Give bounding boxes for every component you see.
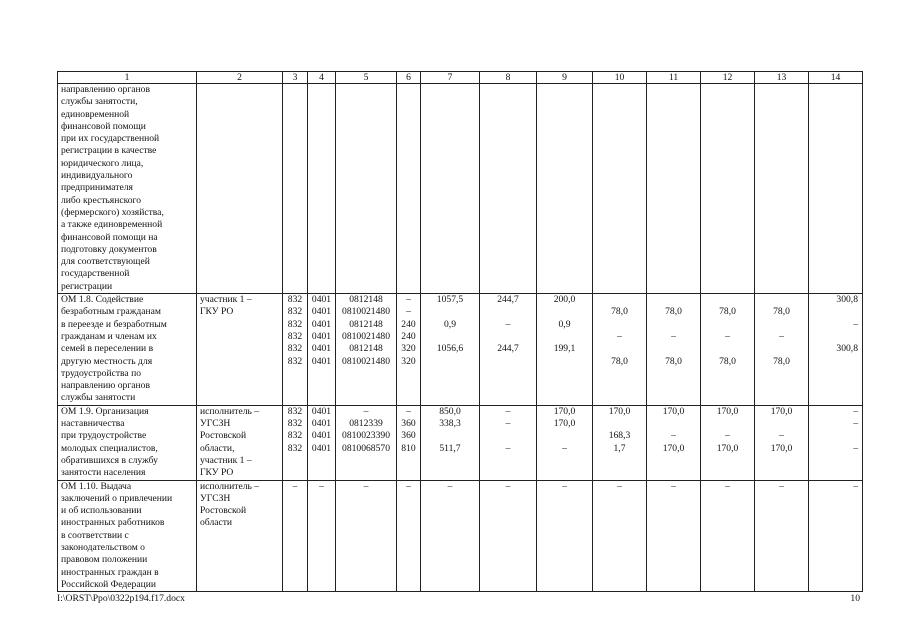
cell-line: 170,0	[553, 418, 576, 430]
cell-line: 360	[401, 430, 416, 442]
header-cell: 9	[537, 72, 593, 84]
cell-line: 1057,5	[436, 294, 464, 306]
cell-line: 832	[287, 318, 303, 330]
cell-line: Ростовской	[200, 505, 247, 517]
table-cell	[647, 480, 701, 592]
table-cell	[397, 84, 421, 294]
table-cell	[647, 84, 701, 294]
table-cell	[397, 480, 421, 592]
table-cell	[755, 84, 809, 294]
cell-line: –	[617, 330, 622, 342]
cell-line: –	[617, 480, 622, 492]
cell-line: области	[200, 517, 233, 529]
cell-line: –	[853, 405, 858, 417]
cell-line: 300,8	[836, 294, 858, 306]
cell-line: –	[406, 294, 411, 306]
table-cell	[480, 405, 537, 480]
cell-line: –	[671, 430, 676, 442]
cell-line: безработным гражданам	[61, 306, 161, 318]
cell-line: 200,0	[553, 294, 576, 306]
cell-line: –	[779, 480, 784, 492]
header-cell: 10	[593, 72, 647, 84]
cell-line: направлению органов	[61, 380, 150, 392]
cell-line	[422, 331, 478, 343]
header-cell: 11	[647, 72, 701, 84]
table-cell	[308, 405, 336, 480]
cell-line: 832	[287, 294, 303, 306]
cell-line: регистрации в качестве	[61, 145, 157, 157]
cell-line	[756, 418, 807, 430]
table-cell	[537, 405, 593, 480]
cell-line: –	[505, 318, 511, 330]
cell-line: –	[505, 405, 511, 417]
table-cell	[58, 84, 197, 294]
cell-line	[481, 356, 535, 368]
cell-line: обратившихся в службу	[61, 454, 158, 466]
cell-line: исполнитель –	[200, 480, 260, 492]
cell-line: –	[505, 418, 511, 430]
cell-line: 1056,6	[436, 343, 464, 355]
cell-line: 832	[287, 405, 303, 417]
cell-line: 0401	[311, 343, 332, 355]
table-cell	[336, 84, 397, 294]
cell-line: другую местность для	[61, 355, 153, 367]
cell-line: УГСЗН	[200, 492, 231, 504]
table-row	[58, 480, 863, 592]
cell-line: при трудоустройстве	[61, 430, 147, 442]
cell-line: единовременной	[61, 108, 130, 120]
header-cell: 8	[480, 72, 537, 84]
cell-line	[594, 319, 645, 331]
table-cell	[421, 405, 480, 480]
table-cell	[701, 480, 755, 592]
cell-line: семей в переселении в	[61, 343, 154, 355]
table-cell	[421, 84, 480, 294]
cell-line: 78,0	[719, 306, 736, 318]
cell-line: 0401	[311, 330, 332, 342]
cell-line: (фермерского) хозяйства,	[61, 206, 164, 218]
table-cell	[336, 405, 397, 480]
header-cell: 4	[308, 72, 336, 84]
cell-line	[422, 356, 478, 368]
cell-line: –	[505, 480, 511, 492]
table-row	[58, 84, 863, 294]
cell-line	[810, 306, 858, 318]
cell-line: 0401	[311, 418, 332, 430]
cell-line: –	[779, 430, 784, 442]
header-cell: 14	[809, 72, 863, 84]
cell-line: трудоустройства по	[61, 367, 142, 379]
cell-line: 170,0	[770, 405, 793, 417]
table-cell	[283, 405, 308, 480]
cell-line: 0401	[311, 306, 332, 318]
cell-line: 0,9	[558, 318, 571, 330]
table-cell	[58, 405, 197, 480]
cell-line: направлению органов	[61, 84, 150, 95]
header-cell: 12	[701, 72, 755, 84]
table-cell	[480, 84, 537, 294]
table-cell	[308, 294, 336, 406]
cell-line: 170,0	[662, 442, 685, 454]
table-cell	[283, 84, 308, 294]
cell-line: 0401	[311, 294, 332, 306]
cell-line: 850,0	[439, 405, 461, 417]
cell-line: 240	[401, 330, 416, 342]
table-cell	[755, 294, 809, 406]
table-cell	[480, 480, 537, 592]
table-cell	[537, 480, 593, 592]
cell-line: –	[853, 418, 858, 430]
table-cell	[809, 294, 863, 406]
table-cell	[421, 294, 480, 406]
table-cell	[809, 84, 863, 294]
cell-line: 170,0	[662, 405, 685, 417]
page-number: 10	[850, 593, 860, 604]
cell-line	[594, 343, 645, 355]
cell-line: –	[853, 442, 858, 454]
table-cell	[58, 294, 197, 406]
header-cell: 13	[755, 72, 809, 84]
table-cell	[397, 405, 421, 480]
cell-line: 170,0	[608, 405, 631, 417]
cell-line: 0812339	[349, 418, 383, 430]
cell-line: 244,7	[497, 343, 519, 355]
cell-line: индивидуального	[61, 170, 133, 182]
cell-line: 338,3	[439, 418, 461, 430]
cell-line: юридического лица,	[61, 157, 144, 169]
cell-line: иностранных работников	[61, 517, 165, 529]
cell-line: 0812148	[349, 343, 383, 355]
cell-line: –	[406, 480, 411, 492]
cell-line: службы занятости	[61, 392, 136, 404]
cell-line: финансовой помощи	[61, 120, 146, 132]
table-cell	[593, 84, 647, 294]
cell-line	[756, 343, 807, 355]
table-cell	[755, 480, 809, 592]
cell-line: –	[406, 306, 411, 318]
cell-line: 832	[287, 418, 303, 430]
header-cell: 7	[421, 72, 480, 84]
cell-line	[702, 294, 753, 306]
cell-line	[702, 319, 753, 331]
cell-line: –	[319, 480, 324, 492]
cell-line: для соответствующей	[61, 256, 150, 268]
cell-line: 1,7	[613, 442, 626, 454]
cell-line: 832	[287, 430, 303, 442]
cell-line	[756, 319, 807, 331]
table-cell	[58, 480, 197, 592]
cell-line: предпринимателя	[61, 182, 133, 194]
cell-line	[648, 294, 699, 306]
cell-line: 0810068570	[342, 442, 390, 454]
cell-line: 78,0	[665, 306, 682, 318]
cell-line: –	[853, 318, 858, 330]
cell-line	[648, 418, 699, 430]
cell-line: 0401	[311, 430, 332, 442]
cell-line: гражданам и членам их	[61, 330, 157, 342]
cell-line	[538, 306, 591, 318]
table-cell	[755, 405, 809, 480]
cell-line: –	[363, 480, 369, 492]
cell-line: 0401	[311, 355, 332, 367]
cell-line: 832	[287, 330, 303, 342]
cell-line	[481, 331, 535, 343]
table-cell	[308, 480, 336, 592]
cell-line: 78,0	[773, 306, 790, 318]
cell-line: –	[562, 480, 567, 492]
cell-line: –	[292, 480, 298, 492]
cell-line: –	[725, 330, 730, 342]
cell-line: –	[562, 442, 567, 454]
cell-line: 0401	[311, 442, 332, 454]
cell-line	[538, 356, 591, 368]
header-cell: 3	[283, 72, 308, 84]
cell-line	[481, 306, 535, 318]
cell-line: 511,7	[439, 442, 461, 454]
table-cell	[809, 405, 863, 480]
cell-line: 78,0	[611, 355, 628, 367]
cell-line: УГСЗН	[200, 418, 231, 430]
cell-line	[538, 331, 591, 343]
cell-line: а также единовременной	[61, 219, 163, 231]
cell-line: 832	[287, 306, 303, 318]
cell-line: 810	[401, 442, 416, 454]
cell-line: Ростовской	[200, 430, 247, 442]
cell-line: ОМ 1.10. Выдача	[61, 480, 132, 492]
table-cell	[701, 405, 755, 480]
table-cell	[421, 480, 480, 592]
cell-line: –	[505, 442, 511, 454]
cell-line: 170,0	[716, 405, 739, 417]
cell-line: области,	[200, 442, 235, 454]
cell-line: заключений о привлечении	[61, 492, 173, 504]
cell-line: участник 1 –	[200, 454, 252, 466]
table-cell	[701, 294, 755, 406]
table-row	[58, 405, 863, 480]
cell-line	[648, 343, 699, 355]
table-cell	[397, 294, 421, 406]
cell-line	[538, 430, 591, 442]
cell-line: правовом положении	[61, 554, 148, 566]
budget-table	[57, 71, 863, 592]
table-cell	[197, 294, 283, 406]
cell-line: либо крестьянского	[61, 194, 142, 206]
cell-line: 168,3	[608, 430, 631, 442]
cell-line	[594, 294, 645, 306]
cell-line: 0812148	[349, 318, 383, 330]
cell-line: –	[363, 405, 369, 417]
file-path: I:\ORST\Ppo\0322p194.f17.docx	[57, 593, 185, 604]
cell-line: в соответствии с	[61, 529, 129, 541]
cell-line: 0401	[311, 318, 332, 330]
cell-line: –	[447, 480, 453, 492]
cell-line	[810, 430, 858, 442]
table-row	[58, 294, 863, 406]
cell-line: участник 1 –	[200, 294, 252, 306]
cell-line: и об использовании	[61, 505, 142, 517]
cell-line	[648, 319, 699, 331]
table-cell	[593, 480, 647, 592]
header-cell: 1	[58, 72, 197, 84]
cell-line: ГКУ РО	[200, 467, 234, 479]
cell-line: 244,7	[497, 294, 519, 306]
cell-line: 0810021480	[342, 306, 390, 318]
table-cell	[283, 480, 308, 592]
cell-line	[810, 356, 858, 368]
cell-line: 0401	[311, 405, 332, 417]
cell-line: –	[671, 480, 676, 492]
cell-line: государственной	[61, 268, 130, 280]
table-cell	[647, 405, 701, 480]
cell-line	[756, 294, 807, 306]
table-cell	[308, 84, 336, 294]
cell-line: 170,0	[770, 442, 793, 454]
column-number-header	[58, 72, 863, 84]
cell-line: ГКУ РО	[200, 306, 234, 318]
cell-line: 832	[287, 442, 303, 454]
cell-line: при их государственной	[61, 133, 160, 145]
header-cell: 5	[336, 72, 397, 84]
cell-line: 0810021480	[342, 355, 390, 367]
cell-line: –	[853, 480, 858, 492]
cell-line: 240	[401, 318, 416, 330]
table-cell	[336, 294, 397, 406]
table-cell	[647, 294, 701, 406]
cell-line: молодых специалистов,	[61, 442, 158, 454]
cell-line	[481, 430, 535, 442]
table-cell	[537, 84, 593, 294]
cell-line: регистрации	[61, 280, 113, 292]
cell-line: наставничества	[61, 418, 125, 430]
cell-line: 170,0	[716, 442, 739, 454]
cell-line	[422, 306, 478, 318]
table-cell	[480, 294, 537, 406]
cell-line: 360	[401, 418, 416, 430]
table-cell	[197, 405, 283, 480]
cell-line: законодательством о	[61, 541, 145, 553]
cell-line: подготовку документов	[61, 243, 157, 255]
cell-line: 0812148	[349, 294, 383, 306]
cell-line: в переезде и безработным	[61, 318, 167, 330]
cell-line: Российской Федерации	[61, 578, 156, 590]
cell-line	[422, 430, 478, 442]
cell-line: 320	[401, 343, 416, 355]
header-cell: 6	[397, 72, 421, 84]
cell-line	[810, 331, 858, 343]
cell-line: финансовой помощи на	[61, 231, 158, 243]
table-cell	[537, 294, 593, 406]
table-cell	[197, 480, 283, 592]
table-cell	[593, 294, 647, 406]
cell-line: 0810021480	[342, 330, 390, 342]
cell-line: исполнитель –	[200, 405, 260, 417]
cell-line: 0810023390	[342, 430, 390, 442]
cell-line	[702, 418, 753, 430]
cell-line: 78,0	[611, 306, 628, 318]
cell-line: 78,0	[719, 355, 736, 367]
cell-line: 170,0	[553, 405, 576, 417]
cell-line: 320	[401, 355, 416, 367]
cell-line: 300,8	[836, 343, 858, 355]
cell-line	[594, 418, 645, 430]
cell-line: –	[671, 330, 676, 342]
cell-line: 832	[287, 355, 303, 367]
cell-line: 832	[287, 343, 303, 355]
cell-line: 78,0	[665, 355, 682, 367]
table-cell	[197, 84, 283, 294]
cell-line: службы занятости,	[61, 96, 138, 108]
cell-line: 0,9	[444, 318, 456, 330]
table-cell	[283, 294, 308, 406]
header-cell: 2	[197, 72, 283, 84]
cell-line: ОМ 1.8. Содействие	[61, 294, 144, 306]
table-cell	[593, 405, 647, 480]
cell-line: –	[779, 330, 784, 342]
cell-line: –	[725, 480, 730, 492]
table-cell	[701, 84, 755, 294]
cell-line	[702, 343, 753, 355]
cell-line: иностранных граждан в	[61, 566, 159, 578]
table-cell	[809, 480, 863, 592]
cell-line: 78,0	[773, 355, 790, 367]
document-page	[57, 71, 862, 592]
cell-line: занятости населения	[61, 467, 146, 479]
cell-line: 199,1	[553, 343, 576, 355]
table-cell	[336, 480, 397, 592]
cell-line: ОМ 1.9. Организация	[61, 405, 149, 417]
cell-line: –	[406, 405, 411, 417]
cell-line: –	[725, 430, 730, 442]
